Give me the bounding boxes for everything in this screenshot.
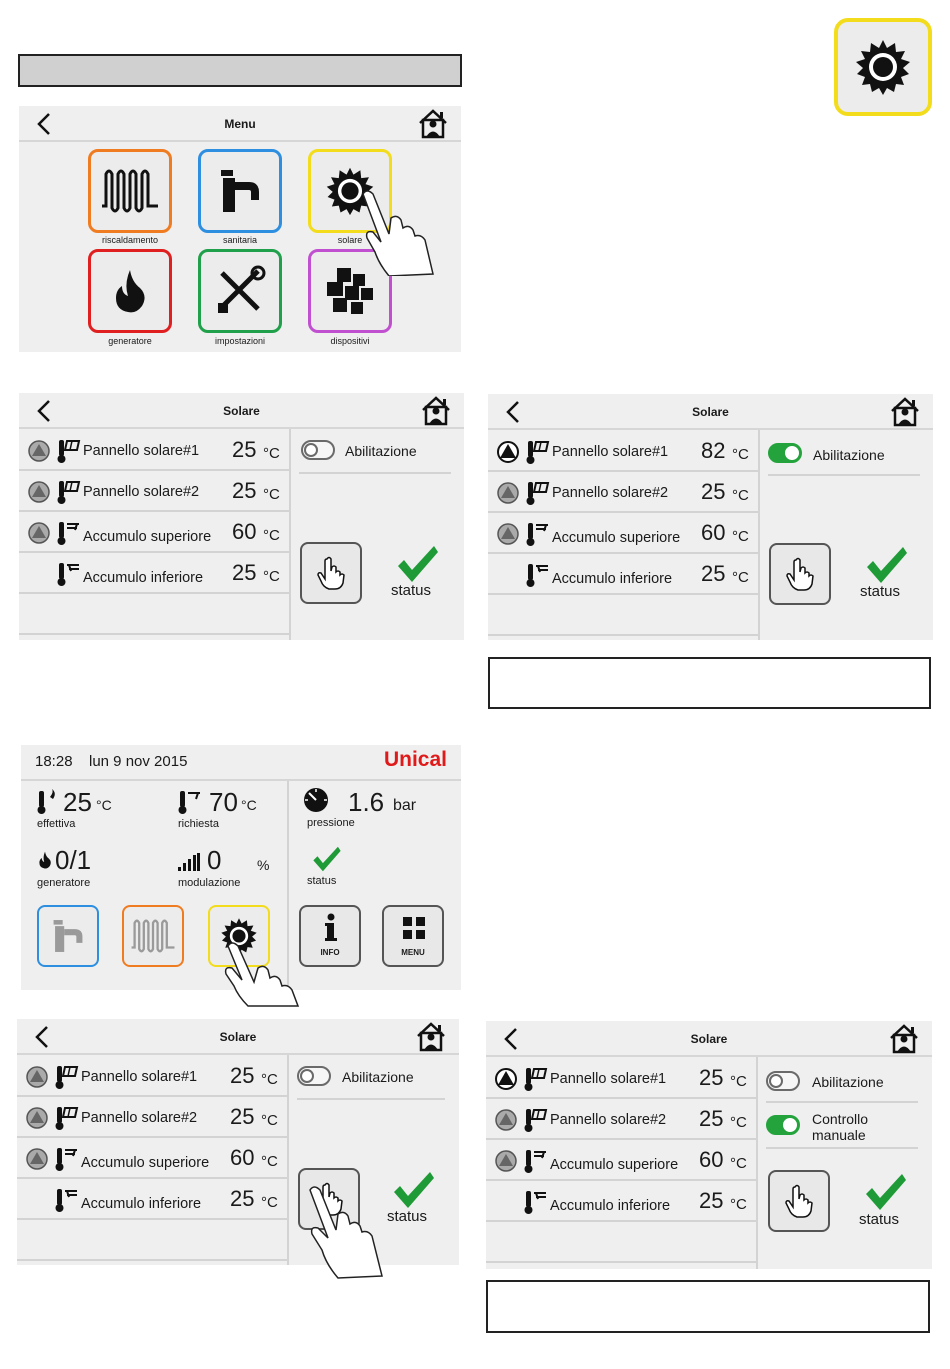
tank-bottom-sensor-icon (524, 1189, 550, 1215)
tile-label: generatore (108, 336, 152, 346)
tile-solare[interactable] (208, 905, 270, 967)
list-item (486, 1182, 756, 1222)
sensor-value: 25 (699, 1065, 724, 1090)
sensor-value: 60 (232, 519, 257, 544)
list-item (17, 1139, 287, 1179)
tile-dispositivi[interactable] (308, 249, 392, 333)
status-check-icon (396, 544, 440, 584)
divider (297, 1098, 445, 1100)
abilitazione-toggle[interactable] (297, 1066, 331, 1086)
sensor-name: Accumulo superiore (552, 530, 681, 546)
sensor-unit: °C (730, 1196, 747, 1213)
tank-bottom-sensor-icon (526, 562, 552, 588)
sensor-name: Pannello solare#1 (83, 443, 200, 459)
solar-badge (834, 18, 932, 116)
tank-bottom-sensor-icon (55, 1187, 81, 1213)
sensor-name: Pannello solare#2 (552, 485, 669, 501)
section-header-bar (18, 54, 462, 87)
pump-icon (494, 1149, 518, 1173)
pump-icon (25, 1147, 49, 1171)
list-item (19, 431, 289, 471)
panel-sensor-icon (57, 438, 83, 464)
sensor-value: 25 (232, 560, 257, 585)
clock-time: 18:28 (35, 753, 73, 770)
home-screen (21, 745, 461, 990)
pressione-value: 1.6 (348, 787, 385, 817)
sensor-unit: °C (732, 487, 749, 504)
list-item (17, 1098, 287, 1138)
tank-top-sensor-icon (55, 1146, 81, 1172)
tile-sanitaria[interactable] (198, 149, 282, 233)
solare-screen-b (488, 394, 933, 640)
pump-icon (494, 1108, 518, 1132)
pressione-label: pressione (307, 817, 355, 829)
sensor-unit: °C (261, 1112, 278, 1129)
hand-icon (315, 555, 347, 591)
tank-top-sensor-icon (57, 520, 83, 546)
sensor-unit: °C (730, 1114, 747, 1131)
solare-screen-d (486, 1021, 932, 1269)
abilitazione-toggle[interactable] (766, 1071, 800, 1091)
controllo-manuale-toggle[interactable] (766, 1115, 800, 1135)
abilitazione-label: Abilitazione (345, 443, 417, 459)
sensor-unit: °C (730, 1155, 747, 1172)
status-label: status (307, 875, 337, 887)
sensor-name: Pannello solare#2 (550, 1112, 667, 1128)
flame-icon (110, 266, 150, 316)
status-check-icon (864, 1172, 908, 1212)
list-item (488, 555, 758, 595)
pump-icon (27, 480, 51, 504)
panel-sensor-icon (524, 1066, 550, 1092)
list-item (488, 473, 758, 513)
pump-icon (496, 522, 520, 546)
sensor-name: Accumulo inferiore (83, 570, 204, 586)
modulazione-value: 0 (207, 845, 222, 875)
sensor-unit: °C (730, 1073, 747, 1090)
solare-header (486, 1021, 932, 1057)
modulazione-label: modulazione (178, 877, 241, 889)
divider (766, 1147, 918, 1149)
sensor-unit: °C (263, 527, 280, 544)
column-divider (758, 430, 760, 640)
panel-sensor-icon (55, 1064, 81, 1090)
sensor-value: 25 (230, 1186, 255, 1211)
sensor-name: Accumulo inferiore (550, 1198, 671, 1214)
sensor-value: 60 (230, 1145, 255, 1170)
faucet-icon (49, 917, 87, 955)
page-title: Solare (219, 1030, 257, 1044)
tools-icon (214, 265, 266, 317)
info-button[interactable] (299, 905, 361, 967)
richiesta-unit: °C (241, 797, 257, 813)
menu-label: MENU (401, 948, 425, 957)
sensor-value: 60 (699, 1147, 724, 1172)
thermometer-effective-icon (37, 789, 57, 815)
generatore-value: 0/1 (55, 845, 92, 875)
sensor-name: Pannello solare#1 (550, 1071, 667, 1087)
sensor-name: Pannello solare#1 (81, 1069, 198, 1085)
page-title: Solare (223, 404, 260, 418)
status-check-icon (865, 545, 909, 585)
sensor-name: Pannello solare#1 (552, 444, 669, 460)
solare-header (488, 394, 933, 430)
tile-label: impostazioni (214, 336, 266, 346)
tile-label: sanitaria (222, 235, 258, 245)
solare-header (17, 1019, 459, 1055)
list-item (488, 514, 758, 554)
status-check-icon (392, 1170, 436, 1210)
sensor-value: 25 (232, 437, 257, 462)
list-item (488, 596, 758, 636)
sun-icon (854, 38, 912, 96)
tank-bottom-sensor-icon (57, 561, 83, 587)
page-title: Solare (690, 1032, 728, 1046)
effettiva-value: 25 (63, 787, 92, 817)
list-item (19, 513, 289, 553)
abilitazione-toggle[interactable] (301, 440, 335, 460)
sensor-unit: °C (261, 1071, 278, 1088)
abilitazione-label: Abilitazione (342, 1069, 414, 1085)
menu-button[interactable] (382, 905, 444, 967)
sensor-name: Accumulo superiore (83, 529, 212, 545)
home-icon[interactable] (420, 395, 452, 427)
abilitazione-label: Abilitazione (813, 447, 885, 463)
grid-menu-icon (403, 917, 425, 939)
sensor-unit: °C (732, 569, 749, 586)
sensor-value: 25 (699, 1188, 724, 1213)
sensor-unit: °C (732, 446, 749, 463)
divider (768, 474, 920, 476)
info-label: INFO (320, 948, 340, 957)
column-divider (287, 781, 289, 990)
pump-active-icon (496, 440, 520, 464)
sensor-name: Accumulo superiore (550, 1157, 679, 1173)
sensor-value: 60 (701, 520, 726, 545)
sensor-name: Accumulo inferiore (552, 571, 673, 587)
modulazione-unit: % (257, 857, 270, 873)
note-box (488, 657, 931, 709)
status-label: status (391, 582, 432, 599)
sensor-value: 25 (701, 479, 726, 504)
faucet-icon (215, 166, 265, 216)
home-icon[interactable] (889, 396, 921, 428)
effettiva-unit: °C (96, 797, 112, 813)
home-icon[interactable] (888, 1023, 920, 1055)
panel-sensor-icon (524, 1107, 550, 1133)
richiesta-label: richiesta (178, 818, 219, 830)
tile-generatore[interactable] (88, 249, 172, 333)
panel-sensor-icon (57, 479, 83, 505)
status-label: status (859, 1211, 900, 1228)
clock-date: lun 9 nov 2015 (89, 753, 188, 770)
hand-icon (784, 556, 816, 592)
divider (766, 1101, 918, 1103)
radiator-icon (130, 916, 176, 956)
sensor-unit: °C (263, 568, 280, 585)
panel-sensor-icon (55, 1105, 81, 1131)
controllo-manuale-label: Controllo manuale (812, 1111, 869, 1143)
solare-header (19, 393, 464, 429)
menu-screen (19, 106, 461, 352)
sensor-value: 82 (701, 438, 726, 463)
solare-screen-a (19, 393, 464, 640)
abilitazione-label: Abilitazione (812, 1074, 884, 1090)
panel-sensor-icon (526, 480, 552, 506)
tile-sanitaria[interactable] (37, 905, 99, 967)
sensor-value: 25 (701, 561, 726, 586)
tile-label: solare (337, 235, 363, 245)
pump-active-icon (494, 1067, 518, 1091)
pump-icon (27, 439, 51, 463)
sensor-name: Accumulo superiore (81, 1155, 210, 1171)
richiesta-value: 70 (209, 787, 238, 817)
column-divider (289, 429, 291, 640)
home-header (21, 745, 461, 781)
home-icon[interactable] (415, 1021, 447, 1053)
sensor-value: 25 (699, 1106, 724, 1131)
status-label: status (860, 583, 901, 600)
flame-icon (37, 849, 53, 871)
list-item (17, 1221, 287, 1261)
sun-icon (220, 917, 258, 955)
sensor-unit: °C (263, 445, 280, 462)
list-item (486, 1141, 756, 1181)
list-item (17, 1057, 287, 1097)
thermometer-requested-icon (178, 789, 202, 815)
sensor-name: Pannello solare#2 (83, 484, 200, 500)
pump-icon (25, 1106, 49, 1130)
panel-sensor-icon (526, 439, 552, 465)
abilitazione-toggle[interactable] (768, 443, 802, 463)
tile-riscaldamento[interactable] (88, 149, 172, 233)
tile-impostazioni[interactable] (198, 249, 282, 333)
home-icon[interactable] (417, 108, 449, 140)
tile-label: dispositivi (330, 336, 370, 346)
solare-screen-c (17, 1019, 459, 1265)
list-item (488, 432, 758, 472)
modulation-bars-icon (178, 853, 200, 871)
manual-control-button[interactable] (300, 542, 362, 604)
hand-icon (313, 1181, 345, 1217)
pump-icon (496, 481, 520, 505)
tank-top-sensor-icon (524, 1148, 550, 1174)
effettiva-label: effettiva (37, 818, 76, 830)
tile-riscaldamento[interactable] (122, 905, 184, 967)
radiator-icon (100, 166, 160, 216)
list-item (19, 472, 289, 512)
column-divider (287, 1055, 289, 1265)
sensor-unit: °C (261, 1153, 278, 1170)
info-icon (324, 913, 338, 943)
column-divider (756, 1057, 758, 1269)
status-check-icon (312, 845, 342, 873)
list-item (486, 1059, 756, 1099)
sensor-name: Accumulo inferiore (81, 1196, 202, 1212)
generatore-label: generatore (37, 877, 91, 889)
tile-label: riscaldamento (101, 235, 159, 245)
status-label: status (387, 1208, 428, 1225)
divider (299, 472, 451, 474)
list-item (19, 595, 289, 635)
manual-control-button[interactable] (769, 543, 831, 605)
pressure-gauge-icon (303, 787, 329, 813)
sensor-unit: °C (261, 1194, 278, 1211)
tile-solare[interactable] (308, 149, 392, 233)
sun-icon (325, 166, 375, 216)
menu-header (19, 106, 461, 142)
sensor-unit: °C (732, 528, 749, 545)
list-item (486, 1100, 756, 1140)
manual-control-button[interactable] (298, 1168, 360, 1230)
brand-logo: Unical (383, 748, 447, 771)
page-title: Menu (224, 117, 256, 131)
pump-icon (25, 1065, 49, 1089)
note-box (486, 1280, 930, 1333)
pump-icon (27, 521, 51, 545)
sensor-value: 25 (232, 478, 257, 503)
page-title: Solare (692, 405, 729, 419)
devices-icon (323, 266, 377, 316)
sensor-value: 25 (230, 1104, 255, 1129)
sensor-value: 25 (230, 1063, 255, 1088)
sensor-unit: °C (263, 486, 280, 503)
hand-icon (783, 1183, 815, 1219)
list-item (486, 1223, 756, 1263)
list-item (19, 554, 289, 594)
manual-control-button[interactable] (768, 1170, 830, 1232)
pressione-unit: bar (393, 797, 417, 814)
list-item (17, 1180, 287, 1220)
tank-top-sensor-icon (526, 521, 552, 547)
sensor-name: Pannello solare#2 (81, 1110, 198, 1126)
